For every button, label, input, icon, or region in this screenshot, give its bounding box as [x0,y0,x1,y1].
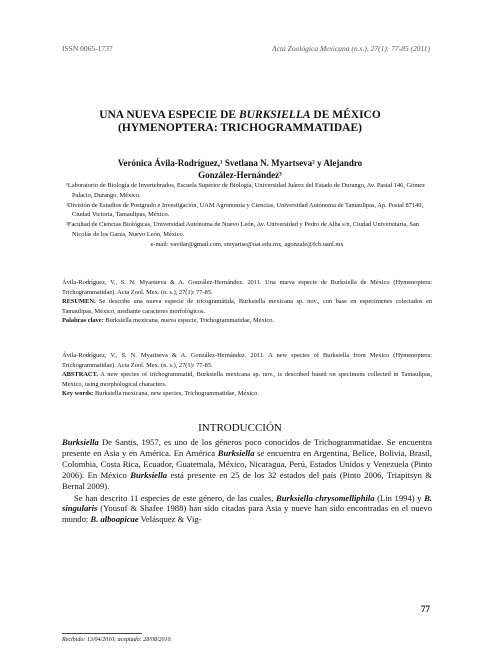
running-header [62,44,430,53]
resumen-label: RESUMEN. [62,298,96,306]
genus-name: Burksiella [130,469,168,480]
footnote: Recibido: 13/04/2010; aceptado: 28/08/2010. [62,637,172,643]
affiliation: ¹Laboratorio de Biología de Invertebrados, Escuela Superior de Biología, Universidad Juárez del Estado de Durango, Av. Pastal 146, Gómez Palacio, Durango, México. [66,182,425,199]
journal-citation: Acta Zoológica Mexicana (n.s.), 27(1): 77-85 (2011) [272,44,430,53]
title-line-2: (HYMENOPTERA: TRICHOGRAMMATIDAE) [118,122,362,134]
footnote-rule [62,633,142,634]
authors-line-2: González-Hernández³ [198,170,282,180]
text-run: De Santis, 1957, es uno de los géneros poco conocidos de Trichogrammatidae. Se encuentra presente en Asia y en América. En América [62,437,432,458]
citation-en: Ávila-Rodríguez, V., S. N. Myartseva & A. González-Hernández. 2011. A new species of Burksiella from Mexico (Hymenoptera: Trichogrammatidae). Acta Zool. Mex. (n. s.), 27(1): 77-85. [62,352,432,369]
species-name: Burksiella chrysomelliphila [275,492,375,503]
text-run: se encuentra en Argentina, Belice, Bolivia, Brasil, Colombia, Costa Rica, Ecuador, Guatemala, México, Nicaragua, Perú, Estados Unidos y Venezuela (Pinto 2006). En México [62,447,432,480]
issn: ISSN 0065-1737 [62,44,113,53]
article-title [40,109,440,135]
keywords-es: Burksiella mexicana, nueva especie, Trichogrammatidae, México. [103,317,275,325]
body-text [62,437,432,526]
section-heading: INTRODUCCIÓN [198,422,282,434]
genus-name: Burksiella [62,437,99,447]
genus-name: Burksiella [217,447,255,458]
affiliations [62,181,432,250]
title-genus: BURKSIELLA [238,109,311,121]
authors-line-1: Verónica Ávila-Rodríguez,¹ Svetlana N. Myartseva² y Alejandro [117,158,363,168]
text-run: Se han descrito 11 especies de este género, de las cuales, [74,492,276,503]
title-part: UNA NUEVA ESPECIE DE [99,109,239,121]
citation-es: Ávila-Rodríguez, V., S. N. Myartseva & A. González-Hernández. 2011. Una nueva especie de Burksiella de México (Hymenoptera: Trichogrammatidae). Acta Zool. Mex. (n. s.), 27(1): 77-85. [62,279,432,296]
keywords-es-label: Palabras clave: [62,317,104,325]
text-run: (Lin 1994) y [374,492,425,503]
text-run: Velásquez & Vig- [138,514,202,525]
text-run: está presente en 25 de los 32 estados del país (Pinto 2006, Triapitsyn & Bernal 2009). [62,469,432,491]
species-name: B. alboapicae [90,514,139,525]
authors [60,157,420,181]
abstract-label: ABSTRACT. [62,371,98,379]
title-part: DE MÉXICO [310,109,381,121]
page-number: 77 [421,604,430,614]
resumen-text: Se describe una nueva especie de tricogramátida, Burksiella mexicana sp. nov., con base en especímenes colectados en Tamaulipas, México, mediante caracteres morfológicos. [62,298,432,315]
text-run: (Yousuf & Shafee 1988) han sido citadas para Asia y nueve han sido encontradas en el nuevo mundo: [62,503,432,525]
emails: e-mail: vavilar@gmail.com, smyartse@uat.edu.mx, agonzale@fcb.uanl.mx [150,240,344,248]
keywords-en-label: Key words: [62,390,94,398]
species-name: B. singularis [62,492,432,514]
keywords-en: Burksiella mexicana, new species, Trichogrammatidae, México. [93,390,259,398]
abstract-text: A new species of trichogrammatid, Burksiella mexicana sp. nov., is described based on specimens collected in Tamaulipas, Mexico, using morphological characters. [62,371,432,388]
abstract-english [62,351,432,399]
affiliation: ²División de Estudios de Postgrado e Investigación, UAM Agronomía y Ciencias, Universidad Autónoma de Tamaulipas, Ap. Postal 87149, Ciudad Victoria, Tamaulipas, México. [66,201,424,219]
affiliation: ³Facultad de Ciencias Biológicas, Universidad Autónoma de Nuevo León, Av. Universidad y Pedro de Alba s/n, Ciudad Universitaria, San Nicolás de los Garza, Nuevo León, México. [66,221,419,238]
abstract-spanish [62,278,432,326]
